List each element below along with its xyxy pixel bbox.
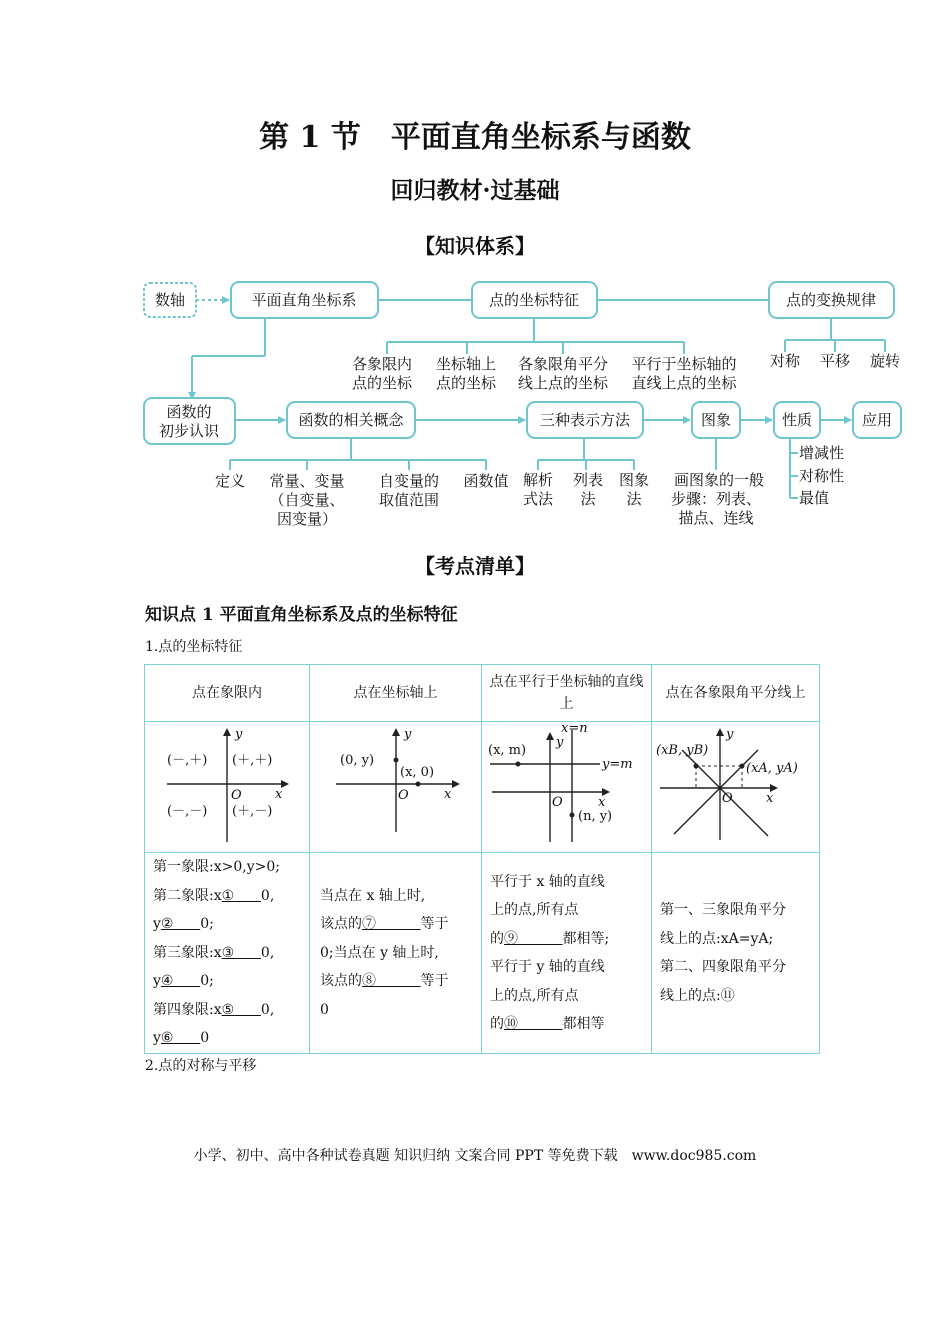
svg-text:旋转: 旋转 — [869, 352, 901, 370]
svg-text:x: x — [598, 795, 606, 810]
svg-text:应用: 应用 — [861, 411, 893, 429]
svg-text:初步认识: 初步认识 — [158, 422, 220, 440]
svg-text:函数的: 函数的 — [166, 403, 212, 421]
svg-text:x=n: x=n — [561, 722, 588, 736]
blank-4: ④ — [160, 973, 174, 990]
footer-text: 小学、初中、高中各种试卷真题 知识归纳 文案合同 PPT 等免费下载 www.doc985.com — [193, 1148, 757, 1164]
svg-text:法: 法 — [626, 490, 642, 508]
node-number-line-label: 数轴 — [154, 291, 186, 309]
svg-text:x: x — [275, 787, 283, 802]
subheading-symmetry-translation: 2.点的对称与平移 — [145, 1058, 257, 1074]
svg-text:(－,－): (－,－) — [167, 804, 208, 819]
svg-text:(0, y): (0, y) — [340, 753, 375, 768]
svg-text:画图象的一般: 画图象的一般 — [673, 471, 765, 489]
svg-text:点的坐标: 点的坐标 — [351, 374, 413, 392]
section-checklist: 【考点清单】 — [415, 554, 535, 578]
svg-text:各象限角平分: 各象限角平分 — [517, 355, 609, 373]
svg-text:函数的相关概念: 函数的相关概念 — [298, 411, 404, 429]
svg-text:x: x — [444, 787, 452, 802]
svg-text:因变量）: 因变量） — [276, 510, 338, 528]
concept-map — [0, 270, 950, 540]
svg-text:图象: 图象 — [618, 471, 650, 489]
svg-text:函数值: 函数值 — [463, 472, 509, 490]
svg-text:平面直角坐标系: 平面直角坐标系 — [251, 291, 357, 309]
knowledge-point-title: 知识点 1 平面直角坐标系及点的坐标特征 — [145, 605, 458, 625]
svg-text:(x, m): (x, m) — [488, 743, 527, 758]
graph-bisectors — [652, 722, 820, 853]
blank-7: ⑦ — [362, 916, 376, 933]
cell-quadrant-signs: 第一象限:x>0,y>0; 第二象限:x① 0, y② 0; 第三象限:x③ 0, y④ 0; 第四象限:x⑤ 0, y⑥ 0 — [145, 853, 310, 1054]
svg-text:法: 法 — [580, 490, 596, 508]
svg-text:(xB, yB): (xB, yB) — [656, 743, 709, 758]
blank-1: ① — [221, 887, 235, 904]
svg-text:(＋,－): (＋,－) — [232, 804, 273, 819]
svg-text:对称: 对称 — [769, 352, 801, 370]
svg-text:三种表示方法: 三种表示方法 — [539, 411, 631, 429]
graph-quadrants — [145, 722, 310, 853]
svg-text:O: O — [398, 788, 409, 803]
svg-text:直线上点的坐标: 直线上点的坐标 — [631, 374, 737, 392]
svg-text:（自变量、: （自变量、 — [269, 491, 345, 509]
blank-10: ⑩ — [504, 1016, 518, 1032]
cell-axis-rules: 当点在 x 轴上时, 该点的⑦ 等于 0;当点在 y 轴上时, 该点的⑧ 等于 0 — [310, 853, 482, 1054]
header-quadrant: 点在象限内 — [145, 665, 310, 722]
page-subtitle: 回归教材·过基础 — [390, 177, 560, 204]
svg-text:式法: 式法 — [522, 490, 554, 508]
subheading-coord-features: 1.点的坐标特征 — [145, 639, 243, 655]
svg-text:坐标轴上: 坐标轴上 — [435, 355, 497, 373]
svg-text:(－,＋): (－,＋) — [167, 753, 208, 768]
svg-text:平行于坐标轴的: 平行于坐标轴的 — [631, 355, 737, 373]
svg-text:增减性: 增减性 — [799, 444, 845, 462]
svg-text:(xA, yA): (xA, yA) — [746, 761, 798, 776]
svg-text:性质: 性质 — [781, 411, 813, 429]
coord-features-table — [144, 664, 820, 1054]
svg-text:最值: 最值 — [799, 489, 830, 507]
svg-text:定义: 定义 — [214, 472, 246, 490]
svg-text:点的坐标特征: 点的坐标特征 — [488, 291, 580, 309]
header-bisector: 点在各象限角平分线上 — [652, 665, 820, 722]
header-parallel: 点在平行于坐标轴的直线上 — [482, 665, 652, 722]
graph-axis-points — [310, 722, 482, 853]
svg-text:y: y — [404, 727, 412, 742]
svg-text:描点、连线: 描点、连线 — [678, 509, 754, 527]
blank-5: ⑤ — [221, 1001, 235, 1018]
svg-text:步骤：列表、: 步骤：列表、 — [670, 490, 762, 508]
page-title: 第 1 节 平面直角坐标系与函数 — [259, 120, 691, 155]
cell-bisector-rules: 第一、三象限角平分 线上的点:xA=yA; 第二、四象限角平分 线上的点:⑪ — [652, 853, 820, 1054]
svg-text:常量、变量: 常量、变量 — [269, 472, 345, 490]
svg-text:线上点的坐标: 线上点的坐标 — [517, 374, 609, 392]
svg-text:点的坐标: 点的坐标 — [435, 374, 497, 392]
svg-text:y: y — [726, 727, 734, 742]
svg-text:取值范围: 取值范围 — [378, 491, 440, 509]
header-axis: 点在坐标轴上 — [310, 665, 482, 722]
svg-text:列表: 列表 — [572, 471, 604, 489]
svg-text:y: y — [556, 735, 564, 750]
svg-text:解析: 解析 — [522, 471, 554, 489]
svg-text:O: O — [552, 795, 563, 810]
section-knowledge-system: 【知识体系】 — [415, 234, 535, 258]
svg-text:y: y — [235, 727, 243, 742]
svg-text:x: x — [766, 791, 774, 806]
svg-text:点的变换规律: 点的变换规律 — [785, 291, 877, 309]
svg-text:对称性: 对称性 — [799, 467, 845, 485]
svg-text:(n, y): (n, y) — [578, 809, 613, 824]
blank-2: ② — [160, 916, 174, 933]
svg-text:(＋,＋): (＋,＋) — [232, 753, 273, 768]
blank-6: ⑥ — [160, 1030, 174, 1047]
svg-text:平移: 平移 — [819, 352, 851, 370]
svg-text:O: O — [231, 788, 242, 803]
cell-parallel-rules: 平行于 x 轴的直线 上的点,所有点 的⑨ 都相等; 平行于 y 轴的直线 上的点,所有点 的⑩ 都相等 — [482, 853, 652, 1054]
graph-parallel-lines — [482, 722, 652, 853]
svg-text:各象限内: 各象限内 — [351, 355, 413, 373]
svg-text:y=m: y=m — [602, 757, 633, 772]
svg-text:自变量的: 自变量的 — [378, 472, 440, 490]
svg-text:O: O — [722, 791, 733, 806]
svg-text:图象: 图象 — [700, 411, 732, 429]
blank-8: ⑧ — [362, 973, 376, 990]
blank-3: ③ — [221, 944, 235, 961]
blank-9: ⑨ — [504, 930, 518, 947]
svg-text:(x, 0): (x, 0) — [400, 765, 435, 780]
